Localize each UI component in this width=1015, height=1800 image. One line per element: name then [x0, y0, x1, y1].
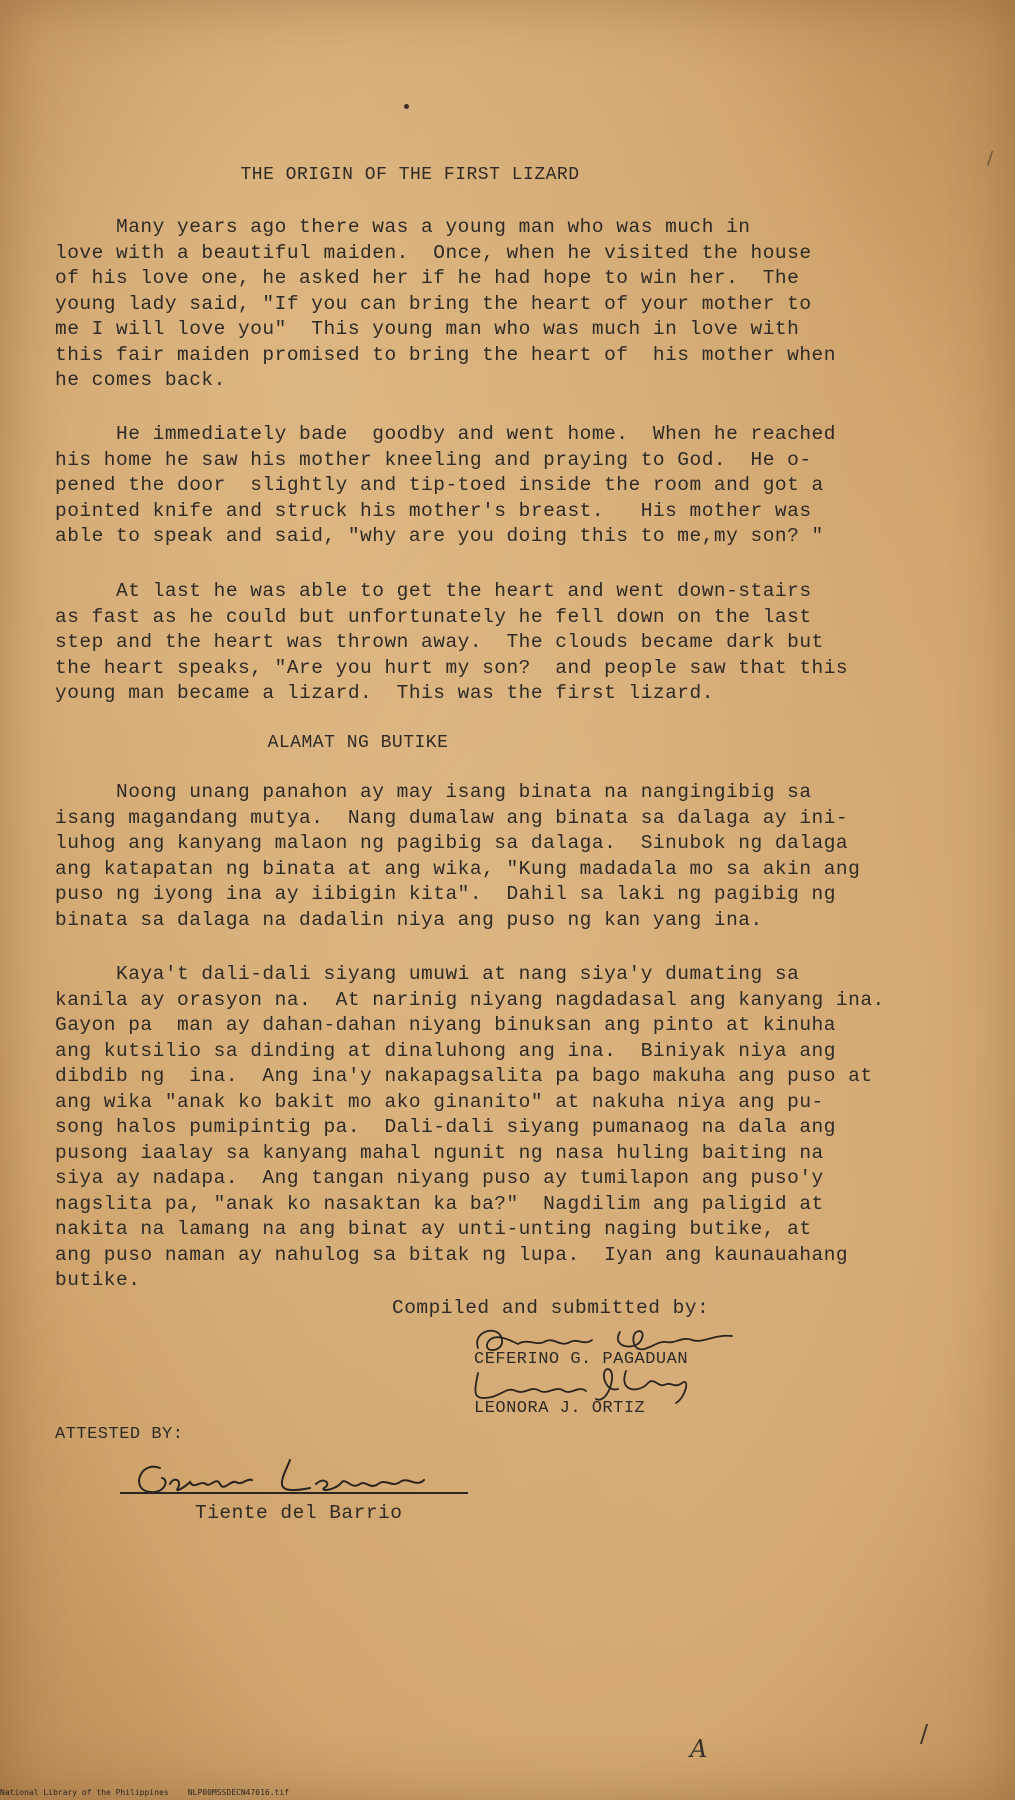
- text-line: his home he saw his mother kneeling and praying to God. He o-: [55, 448, 812, 471]
- english-paragraph-1: [55, 215, 925, 394]
- text-line: young lady said, "If you can bring the heart of your mother to: [55, 292, 812, 315]
- text-line: Gayon pa man ay dahan-dahan niyang binuksan ang pinto at kinuha: [55, 1014, 836, 1036]
- text-line: ang wika "anak ko bakit mo ako ginanito" at nakuha niya ang pu-: [55, 1090, 824, 1113]
- text-line: ang kutsilio sa dinding at dinaluhong ang ina. Biniyak niya ang: [55, 1039, 836, 1062]
- text-line: Many years ago there was a young man who was much in: [55, 216, 751, 238]
- text-line: step and the heart was thrown away. The clouds became dark but: [55, 631, 824, 653]
- text-line: nagslita pa, "anak ko nasaktan ka ba?" Nagdilim ang paligid at: [55, 1192, 824, 1215]
- text-line: the heart speaks, "Are you hurt my son? and people saw that this: [55, 656, 849, 679]
- archive-footer: National Library of the Philippines NLP00MSSDECN47016.tif: [0, 1788, 289, 1797]
- tagalog-paragraph-2: [55, 962, 925, 1294]
- text-line: luhog ang kanyang malaon ng pagibig sa dalaga. Sinubok ng dalaga: [55, 832, 849, 854]
- text-line: pointed knife and struck his mother's breast. His mother was: [55, 499, 812, 522]
- signature-underline: [120, 1492, 468, 1494]
- text-line: love with a beautiful maiden. Once, when he visited the house: [55, 241, 812, 264]
- margin-mark-a: A: [690, 1735, 708, 1763]
- compiler-name-1: CEFERINO G. PAGADUAN: [474, 1350, 689, 1369]
- text-line: ang puso naman ay nahulog sa bitak ng lupa. Iyan ang kaunauahang: [55, 1243, 849, 1266]
- text-line: young man became a lizard. This was the first lizard.: [55, 682, 714, 704]
- text-line: of his love one, he asked her if he had hope to win her. The: [55, 267, 800, 289]
- text-line: puso ng iyong ina ay iibigin kita". Dahil sa laki ng pagibig ng: [55, 883, 836, 905]
- ink-dot: [404, 104, 409, 109]
- text-line: he comes back.: [55, 369, 226, 391]
- text-line: song halos pumipintig pa. Dali-dali siyang pumanaog na dala ang: [55, 1116, 836, 1138]
- compiled-label: Compiled and submitted by:: [392, 1297, 710, 1319]
- text-line: siya ay nadapa. Ang tangan niyang puso ay tumilapon ang puso'y: [55, 1167, 824, 1189]
- margin-mark-slash: /: [920, 1720, 929, 1748]
- text-line: He immediately bade goodby and went home. When he reached: [55, 423, 836, 445]
- text-line: able to speak and said, "why are you doing this to me,my son? ": [55, 525, 824, 547]
- tagalog-paragraph-1: [55, 780, 925, 933]
- tagalog-title: ALAMAT NG BUTIKE: [267, 733, 449, 753]
- text-line: me I will love you" This young man who was much in love with: [55, 318, 800, 340]
- text-line: as fast as he could but unfortunately he fell down on the last: [55, 605, 812, 628]
- text-line: kanila ay orasyon na. At narinig niyang nagdadasal ang kanyang ina.: [55, 988, 885, 1011]
- text-line: Noong unang panahon ay may isang binata na nangingibig sa: [55, 781, 812, 803]
- margin-tick-mark: /: [987, 148, 994, 169]
- text-line: pusong iaalay sa kanyang mahal ngunit ng nasa huling baiting na: [55, 1141, 824, 1164]
- text-line: this fair maiden promised to bring the heart of his mother when: [55, 343, 836, 366]
- text-line: isang magandang mutya. Nang dumalaw ang binata sa dalaga ay ini-: [55, 806, 849, 829]
- text-line: At last he was able to get the heart and went down-stairs: [55, 580, 812, 602]
- text-line: binata sa dalaga na dadalin niya ang puso ng kan yang ina.: [55, 908, 763, 931]
- attested-label: ATTESTED BY:: [55, 1425, 184, 1444]
- document-title: THE ORIGIN OF THE FIRST LIZARD: [240, 165, 580, 185]
- text-line: Kaya't dali-dali siyang umuwi at nang siya'y dumating sa: [55, 963, 800, 985]
- english-paragraph-3: [55, 579, 925, 707]
- text-line: butike.: [55, 1269, 141, 1291]
- text-line: pened the door slightly and tip-toed inside the room and got a: [55, 474, 824, 496]
- compiler-name-2: LEONORA J. ORTIZ: [474, 1399, 646, 1418]
- text-line: dibdib ng ina. Ang ina'y nakapagsalita pa bago makuha ang puso at: [55, 1065, 873, 1087]
- attester-title: Tiente del Barrio: [195, 1502, 403, 1524]
- english-paragraph-2: [55, 422, 925, 550]
- text-line: ang katapatan ng binata at ang wika, "Kung madadala mo sa akin ang: [55, 857, 861, 880]
- text-line: nakita na lamang na ang binat ay unti-unting naging butike, at: [55, 1218, 812, 1240]
